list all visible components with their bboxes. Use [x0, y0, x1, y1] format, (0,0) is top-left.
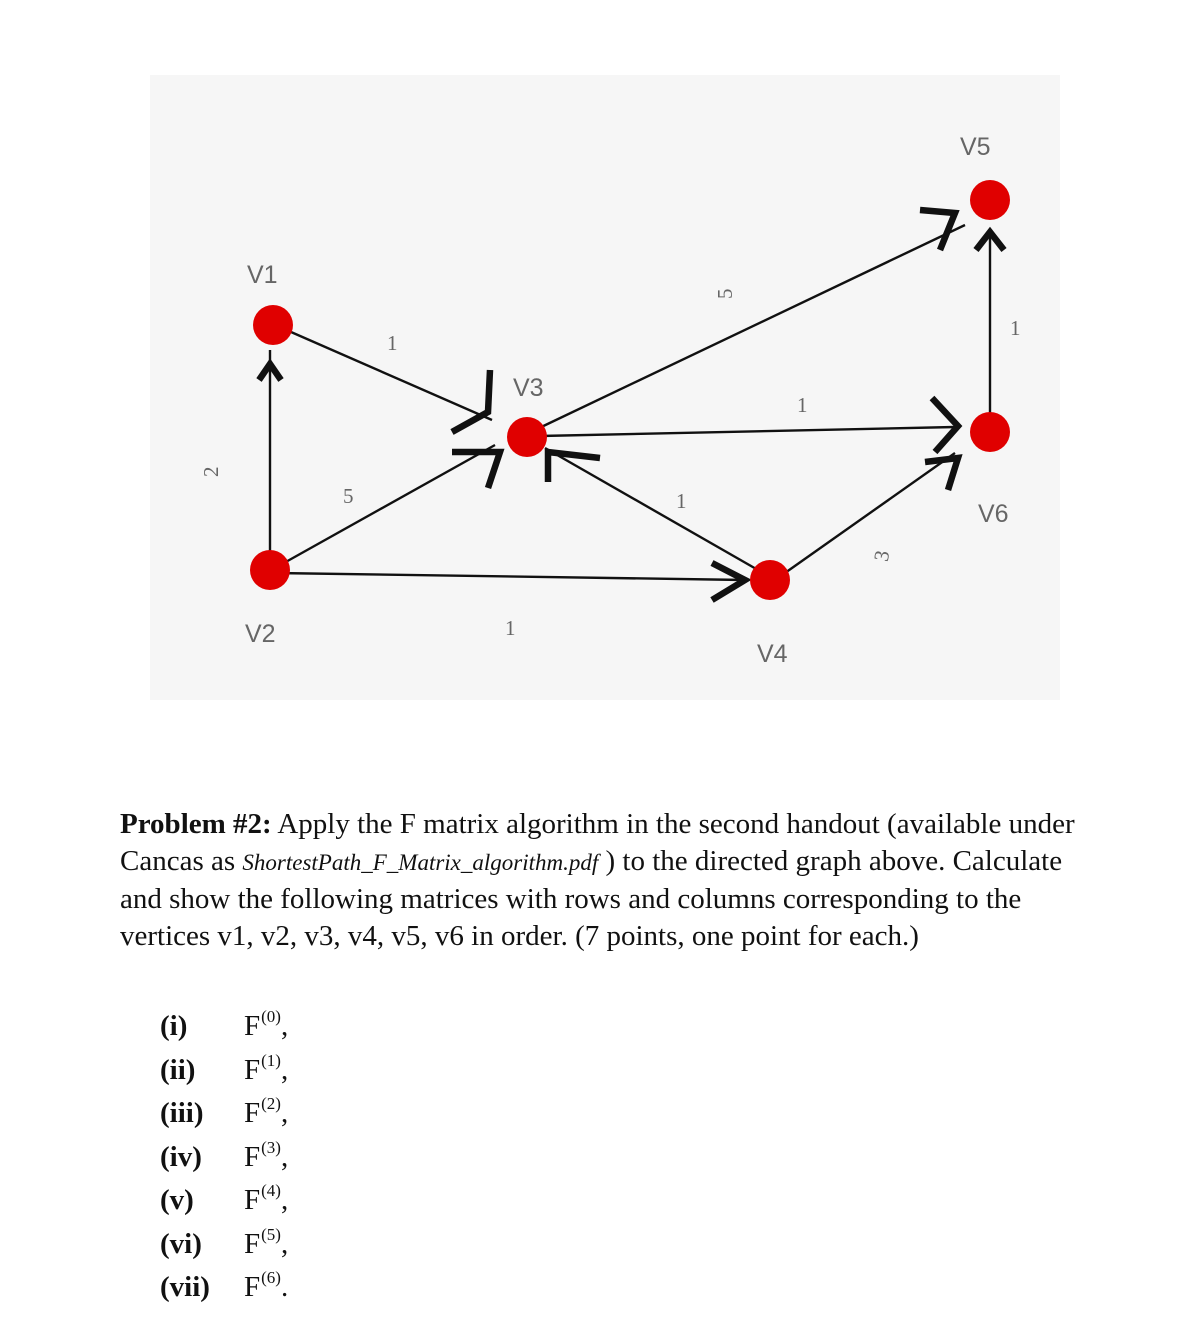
matrix-base: F [244, 1097, 261, 1129]
list-item [160, 1218, 288, 1262]
item-punctuation: , [280, 1140, 289, 1173]
item-number: (v) [160, 1184, 194, 1216]
list-item [160, 1131, 288, 1175]
vertex-v1 [253, 305, 293, 345]
edge-v4-v3 [545, 448, 758, 570]
vertex-label-v2: V2 [245, 620, 276, 648]
problem-statement [120, 806, 1100, 954]
matrix-name [244, 1000, 288, 1044]
vertex-v5 [970, 180, 1010, 220]
edge-v4-v6 [775, 453, 955, 580]
weight-v4-v3: 1 [676, 489, 687, 513]
item-punctuation: . [280, 1271, 289, 1303]
vertex-v3 [507, 417, 547, 457]
weight-v2-v3: 5 [343, 484, 354, 508]
weight-v2-v4: 1 [505, 616, 516, 640]
matrix-name [244, 1218, 288, 1262]
weight-v3-v6: 1 [797, 393, 808, 417]
arrowhead-v2-to-v3 [452, 452, 500, 488]
list-item [160, 1044, 288, 1088]
item-number: (i) [160, 1010, 188, 1042]
matrix-superscript: (3) [261, 1137, 281, 1157]
item-number: (iv) [160, 1140, 202, 1173]
matrix-name [244, 1261, 288, 1305]
weight-v2-v1: 2 [199, 466, 223, 477]
item-number: (vi) [160, 1227, 202, 1260]
matrix-superscript: (0) [261, 1007, 281, 1026]
item-number: (ii) [160, 1053, 196, 1086]
list-item [160, 1087, 288, 1131]
matrix-superscript: (1) [261, 1050, 281, 1070]
matrix-list [160, 1000, 288, 1305]
list-item [160, 1174, 288, 1218]
matrix-base: F [244, 1010, 261, 1042]
arrowhead-v4-to-v3 [548, 452, 600, 482]
problem-label: Problem #2: [120, 808, 272, 840]
edge-v3-v5 [535, 225, 965, 430]
item-punctuation: , [280, 1227, 289, 1260]
weight-v6-v5: 1 [1010, 316, 1021, 340]
vertex-label-v3: V3 [513, 374, 544, 402]
matrix-superscript: (2) [261, 1094, 281, 1113]
matrix-superscript: (5) [261, 1224, 281, 1244]
matrix-name [244, 1131, 288, 1175]
matrix-base: F [244, 1227, 261, 1260]
vertex-label-v4: V4 [757, 640, 788, 668]
matrix-base: F [244, 1140, 261, 1173]
item-number: (vii) [160, 1271, 210, 1303]
item-number: (iii) [160, 1097, 204, 1129]
matrix-name [244, 1044, 288, 1088]
edge-v2-v3 [275, 445, 495, 568]
weight-v4-v6: 3 [868, 548, 895, 564]
matrix-base: F [244, 1053, 261, 1086]
matrix-base: F [244, 1271, 261, 1303]
problem-text-before: Apply the F matrix algorithm in the second handout (available under Cancas as [120, 808, 1075, 877]
vertex-label-v1: V1 [247, 261, 278, 289]
item-punctuation: , [280, 1097, 289, 1129]
problem-text-after: ) to the directed graph above. Calculate and show the following matrices with rows and columns corresponding to the vertices v1, v2, v3, v4, v5, v6 in order. (7 points, one point for each.) [120, 844, 1063, 952]
matrix-superscript: (4) [261, 1181, 281, 1200]
matrix-name [244, 1087, 288, 1131]
item-punctuation: , [280, 1010, 289, 1042]
edge-v2-v4 [275, 573, 745, 580]
vertex-v6 [970, 412, 1010, 452]
arrowhead-into-v4 [712, 563, 745, 600]
item-punctuation: , [280, 1053, 289, 1086]
handout-filename: ShortestPath_F_Matrix_algorithm.pdf [242, 849, 599, 875]
vertex-v4 [750, 560, 790, 600]
arrowhead-v3-to-v6 [932, 398, 958, 452]
weight-v1-v3: 1 [387, 331, 398, 355]
vertex-label-v5: V5 [960, 133, 991, 161]
matrix-superscript: (6) [261, 1268, 281, 1287]
matrix-base: F [244, 1184, 261, 1216]
item-punctuation: , [280, 1184, 289, 1216]
arrowhead-v4-to-v6 [925, 458, 958, 490]
weight-v3-v5: 5 [713, 288, 737, 299]
matrix-name [244, 1174, 288, 1218]
vertex-label-v6: V6 [978, 500, 1009, 528]
edge-v1-v3 [275, 325, 492, 420]
edge-v3-v6 [540, 427, 955, 436]
list-item [160, 1000, 288, 1044]
arrowhead-v1-to-v3 [452, 370, 490, 432]
list-item [160, 1261, 288, 1305]
vertex-v2 [250, 550, 290, 590]
